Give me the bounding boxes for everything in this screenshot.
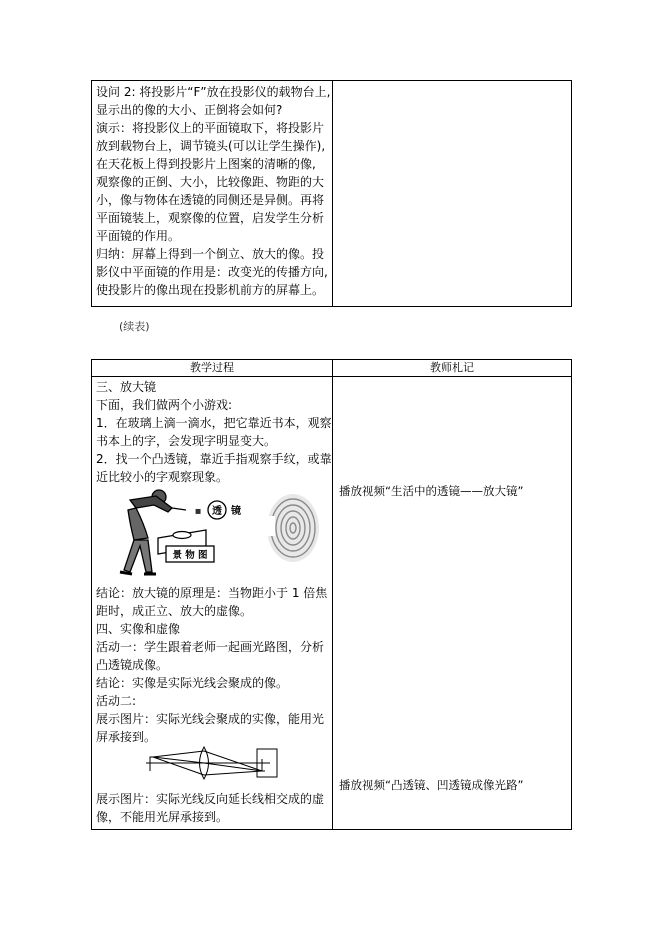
- text-line: 演示：将投影仪上的平面镜取下，将投影片: [96, 121, 325, 135]
- text-line: 下面，我们做两个小游戏:: [96, 398, 233, 412]
- text-line: 展示图片：实际光线会聚成的实像，能用光: [96, 712, 325, 726]
- text-line: 影仪中平面镜的作用是：改变光的传播方向,: [96, 265, 328, 279]
- continuation-label: (续表): [119, 320, 150, 333]
- text-line: 展示图片：实际光线反向延长线相交成的虚: [96, 792, 325, 806]
- svg-text:▪: ▪: [194, 506, 202, 517]
- teaching-process-cell: [96, 83, 330, 299]
- column-divider: [332, 360, 333, 829]
- ray-diagram: [144, 745, 284, 781]
- text-line: 近比较小的字观察现象。: [96, 470, 229, 484]
- column-divider: [332, 81, 333, 306]
- magnifier-lens: [195, 501, 241, 519]
- text-line: 平面镜的作用。: [96, 229, 181, 243]
- text-line: 在天花板上得到投影片上图案的清晰的像,: [96, 157, 316, 171]
- magnifier-section: [96, 378, 330, 486]
- text-line: 归纳：屏幕上得到一个倒立、放大的像。投: [96, 247, 325, 261]
- magnifier-figure: [106, 488, 326, 580]
- virtual-image-section: [96, 790, 330, 826]
- text-line: 凸透镜成像。: [96, 658, 169, 672]
- top-table: [91, 80, 572, 307]
- text-line: 距时，成正立、放大的虚像。: [96, 604, 253, 618]
- text-line: 放到载物台上，调节镜头(可以让学生操作),: [96, 139, 326, 153]
- lens-label: 透: [212, 506, 222, 517]
- board-label: 景 物 图: [172, 550, 208, 561]
- text-line: 结论：放大镜的原理是：当物距小于 1 倍焦: [96, 586, 328, 600]
- text-line: 平面镜装上，观察像的位置，启发学生分析: [96, 211, 325, 225]
- header-teaching-process: 教学过程: [190, 361, 234, 374]
- text-line: 屏承接到。: [96, 730, 157, 744]
- text-line: 活动一：学生跟着老师一起画光路图，分析: [96, 640, 325, 654]
- text-line: 使投影片的像出现在投影机前方的屏幕上。: [96, 283, 325, 297]
- text-line: 设问 2: 将投影片“F”放在投影仪的载物台上,: [96, 85, 331, 99]
- eye-label: 镜: [231, 506, 241, 517]
- bottom-table: [91, 359, 572, 830]
- section-heading: 四、实像和虚像: [96, 622, 181, 636]
- fingerprint-image: [263, 494, 319, 562]
- text-line: 结论：实像是实际光线会聚成的像。: [96, 676, 289, 690]
- text-line: 1．在玻璃上滴一滴水，把它靠近书本，观察: [96, 416, 332, 430]
- teacher-note-magnifier-video: 播放视频“生活中的透镜——放大镜”: [339, 484, 524, 498]
- header-teacher-notes: 教师札记: [430, 361, 474, 374]
- text-line: 显示出的像的大小、正倒将会如何?: [96, 103, 283, 117]
- text-line: 2．找一个凸透镜，靠近手指观察手纹，或靠: [96, 452, 332, 466]
- header-divider: [92, 376, 571, 377]
- teacher-note-lens-ray-video: 播放视频“凸透镜、凹透镜成像光路”: [339, 778, 524, 792]
- text-line: 观察像的正倒、大小，比较像距、物距的大: [96, 175, 325, 189]
- text-line: 小，像与物体在透镜的同侧还是异侧。再将: [96, 193, 325, 207]
- text-line: 活动二:: [96, 694, 137, 708]
- book-board: [158, 530, 214, 562]
- text-line: 像，不能用光屏承接到。: [96, 810, 229, 824]
- text-line: 书本上的字，会发现字明显变大。: [96, 434, 277, 448]
- section-heading: 三、放大镜: [96, 380, 157, 394]
- real-virtual-section: [96, 584, 330, 746]
